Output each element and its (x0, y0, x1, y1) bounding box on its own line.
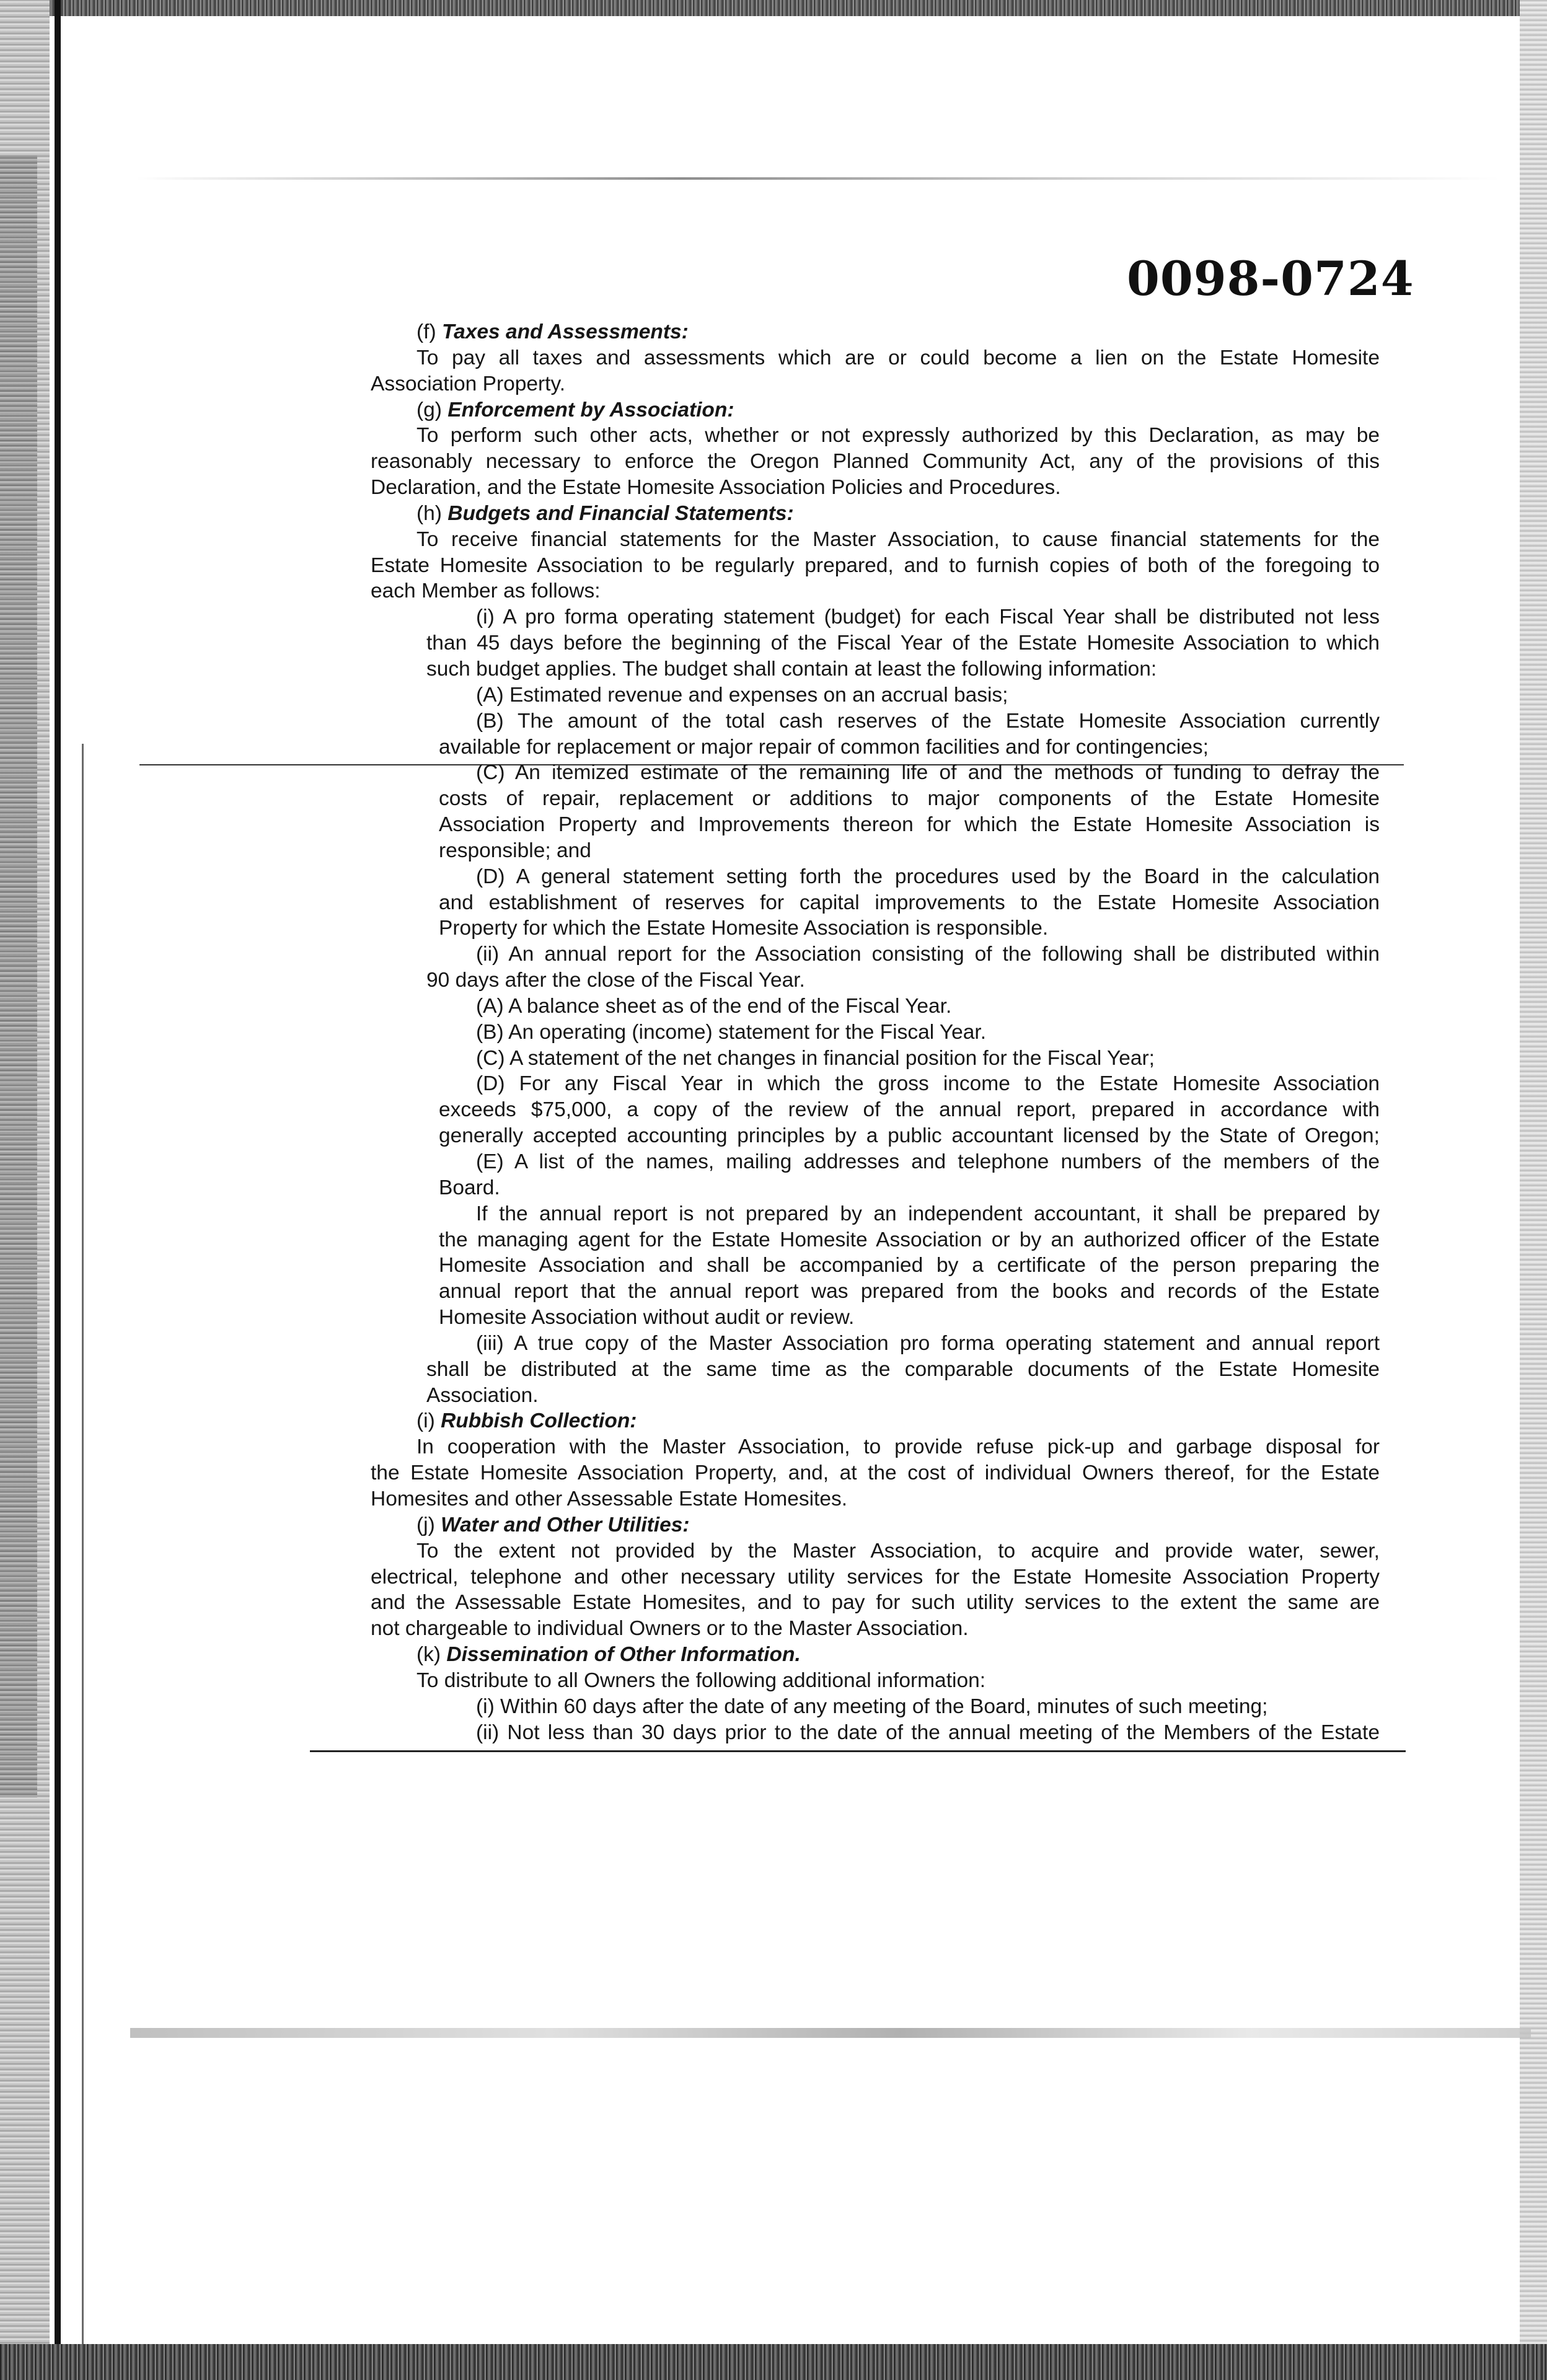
page-number: 0098-0724 (1127, 251, 1414, 306)
text-line: Homesites and other Assessable Estate Homesites. (371, 1487, 848, 1510)
text-line: (C) An itemized estimate of the remaining life of and the methods of funding to defray the (476, 761, 1380, 785)
text-line: each Member as follows: (371, 580, 601, 603)
text-line: (B) An operating (income) statement for the Fiscal Year. (476, 1020, 987, 1044)
section-heading: Budgets and Financial Statements: (447, 501, 794, 525)
text-line: (A) A balance sheet as of the end of the Fiscal Year. (476, 994, 952, 1018)
text-line: In cooperation with the Master Association, to provide refuse pick-up and garbage disposal for (416, 1435, 1380, 1459)
text-line: If the annual report is not prepared by an independent accountant, it shall be prepared by (476, 1202, 1380, 1225)
scan-binding-line (55, 0, 61, 2380)
text-line: Homesite Association without audit or review. (439, 1306, 855, 1329)
text-line: Declaration, and the Estate Homesite Association Policies and Procedures. (371, 476, 1061, 500)
page-bottom-rule (310, 1750, 1406, 1752)
section-heading: Rubbish Collection: (441, 1409, 637, 1433)
scan-edge-left-shadow (0, 155, 37, 1797)
text-line: responsible; and (439, 839, 591, 862)
text-line: reasonably necessary to enforce the Oregon Planned Community Act, any of the provisions of this (371, 450, 1380, 474)
section-heading-line (371, 397, 1380, 423)
text-line: (i) A pro forma operating statement (budget) for each Fiscal Year shall be distributed not less (476, 606, 1380, 629)
section-marker: (i) (416, 1409, 441, 1433)
text-line: To pay all taxes and assessments which are or could become a lien on the Estate Homesite (416, 346, 1380, 369)
text-line: available for replacement or major repair of common facilities and for contingencies; (439, 735, 1209, 759)
text-line: the Estate Homesite Association Property, and, at the cost of individual Owners thereof, for the Estate (371, 1461, 1380, 1485)
text-line: (i) Within 60 days after the date of any meeting of the Board, minutes of such meeting; (476, 1695, 1268, 1718)
scan-smudge-bottom (130, 2028, 1531, 2038)
text-line: (iii) A true copy of the Master Association pro forma operating statement and annual report (476, 1331, 1380, 1355)
section-heading-line (371, 1408, 1380, 1434)
text-line: To distribute to all Owners the following additional information: (416, 1668, 986, 1692)
scan-margin-line (82, 744, 84, 2380)
section-heading-line (371, 319, 1380, 345)
section-marker: (g) (416, 398, 448, 421)
text-line: Estate Homesite Association to be regularly prepared, and to furnish copies of both of the foregoing to (371, 553, 1380, 577)
text-line: generally accepted accounting principles by a public accountant licensed by the State of Oregon; (439, 1124, 1380, 1148)
section-marker: (f) (416, 320, 442, 343)
text-line: than 45 days before the beginning of the Fiscal Year of the Estate Homesite Association to which (426, 632, 1380, 655)
text-line: (E) A list of the names, mailing addresses and telephone numbers of the members of the (476, 1150, 1380, 1173)
section-heading: Dissemination of Other Information. (446, 1643, 801, 1667)
text-line: Board. (439, 1176, 500, 1199)
section-marker: (j) (416, 1513, 441, 1536)
text-line: exceeds $75,000, a copy of the review of the annual report, prepared in accordance with (439, 1098, 1380, 1122)
section-marker: (h) (416, 501, 448, 525)
section-heading: Enforcement by Association: (447, 398, 734, 421)
text-line: Association Property and Improvements thereon for which the Estate Homesite Association is (439, 813, 1380, 837)
text-line: Association. (426, 1383, 539, 1407)
text-line: (ii) An annual report for the Association consisting of the following shall be distributed within (476, 943, 1380, 966)
text-line: costs of repair, replacement or additions to major components of the Estate Homesite (439, 787, 1380, 811)
text-line: not chargeable to individual Owners or to the Master Association. (371, 1617, 969, 1641)
section-heading-line (371, 1512, 1380, 1538)
text-line: To perform such other acts, whether or not expressly authorized by this Declaration, as may be (416, 424, 1380, 447)
text-line: (A) Estimated revenue and expenses on an accrual basis; (476, 683, 1008, 707)
section-marker: (k) (416, 1643, 447, 1667)
text-line: To the extent not provided by the Master Association, to acquire and provide water, sewer, (416, 1539, 1380, 1562)
text-line: 90 days after the close of the Fiscal Year. (426, 969, 805, 992)
text-line: Association Property. (371, 372, 566, 395)
text-line: (D) A general statement setting forth the procedures used by the Board in the calculation (476, 865, 1380, 888)
section-heading-line (371, 1642, 1380, 1668)
text-line: the managing agent for the Estate Homesite Association or by an authorized officer of the Estate (439, 1228, 1380, 1251)
text-line: (D) For any Fiscal Year in which the gross income to the Estate Homesite Association (476, 1072, 1380, 1096)
section-heading: Water and Other Utilities: (441, 1513, 690, 1536)
text-line: (C) A statement of the net changes in financial position for the Fiscal Year; (476, 1046, 1155, 1070)
scan-edge-right (1520, 0, 1547, 2380)
section-heading: Taxes and Assessments: (441, 320, 689, 343)
text-line: To receive financial statements for the Master Association, to cause financial statements for the (416, 527, 1380, 551)
scan-smudge-top (136, 177, 1500, 180)
text-line: Homesite Association and shall be accompanied by a certificate of the person preparing the (439, 1254, 1380, 1277)
text-line: such budget applies. The budget shall contain at least the following information: (426, 657, 1157, 681)
text-line: and the Assessable Estate Homesites, and to pay for such utility services to the extent the same are (371, 1591, 1380, 1615)
text-line: and establishment of reserves for capital improvements to the Estate Homesite Association (439, 891, 1380, 914)
text-line: annual report that the annual report was prepared from the books and records of the Estate (439, 1280, 1380, 1303)
document-body (371, 319, 1380, 1745)
section-heading-line (371, 501, 1380, 527)
text-line: shall be distributed at the same time as the comparable documents of the Estate Homesite (426, 1357, 1380, 1381)
text-line: Property for which the Estate Homesite Association is responsible. (439, 917, 1049, 940)
text-line: electrical, telephone and other necessary utility services for the Estate Homesite Association Property (371, 1565, 1380, 1589)
text-line: (B) The amount of the total cash reserves of the Estate Homesite Association currently (476, 709, 1380, 733)
scan-edge-bottom (0, 2344, 1547, 2380)
text-line: (ii) Not less than 30 days prior to the date of the annual meeting of the Members of the Estate (476, 1721, 1380, 1744)
scan-edge-top (0, 0, 1547, 16)
